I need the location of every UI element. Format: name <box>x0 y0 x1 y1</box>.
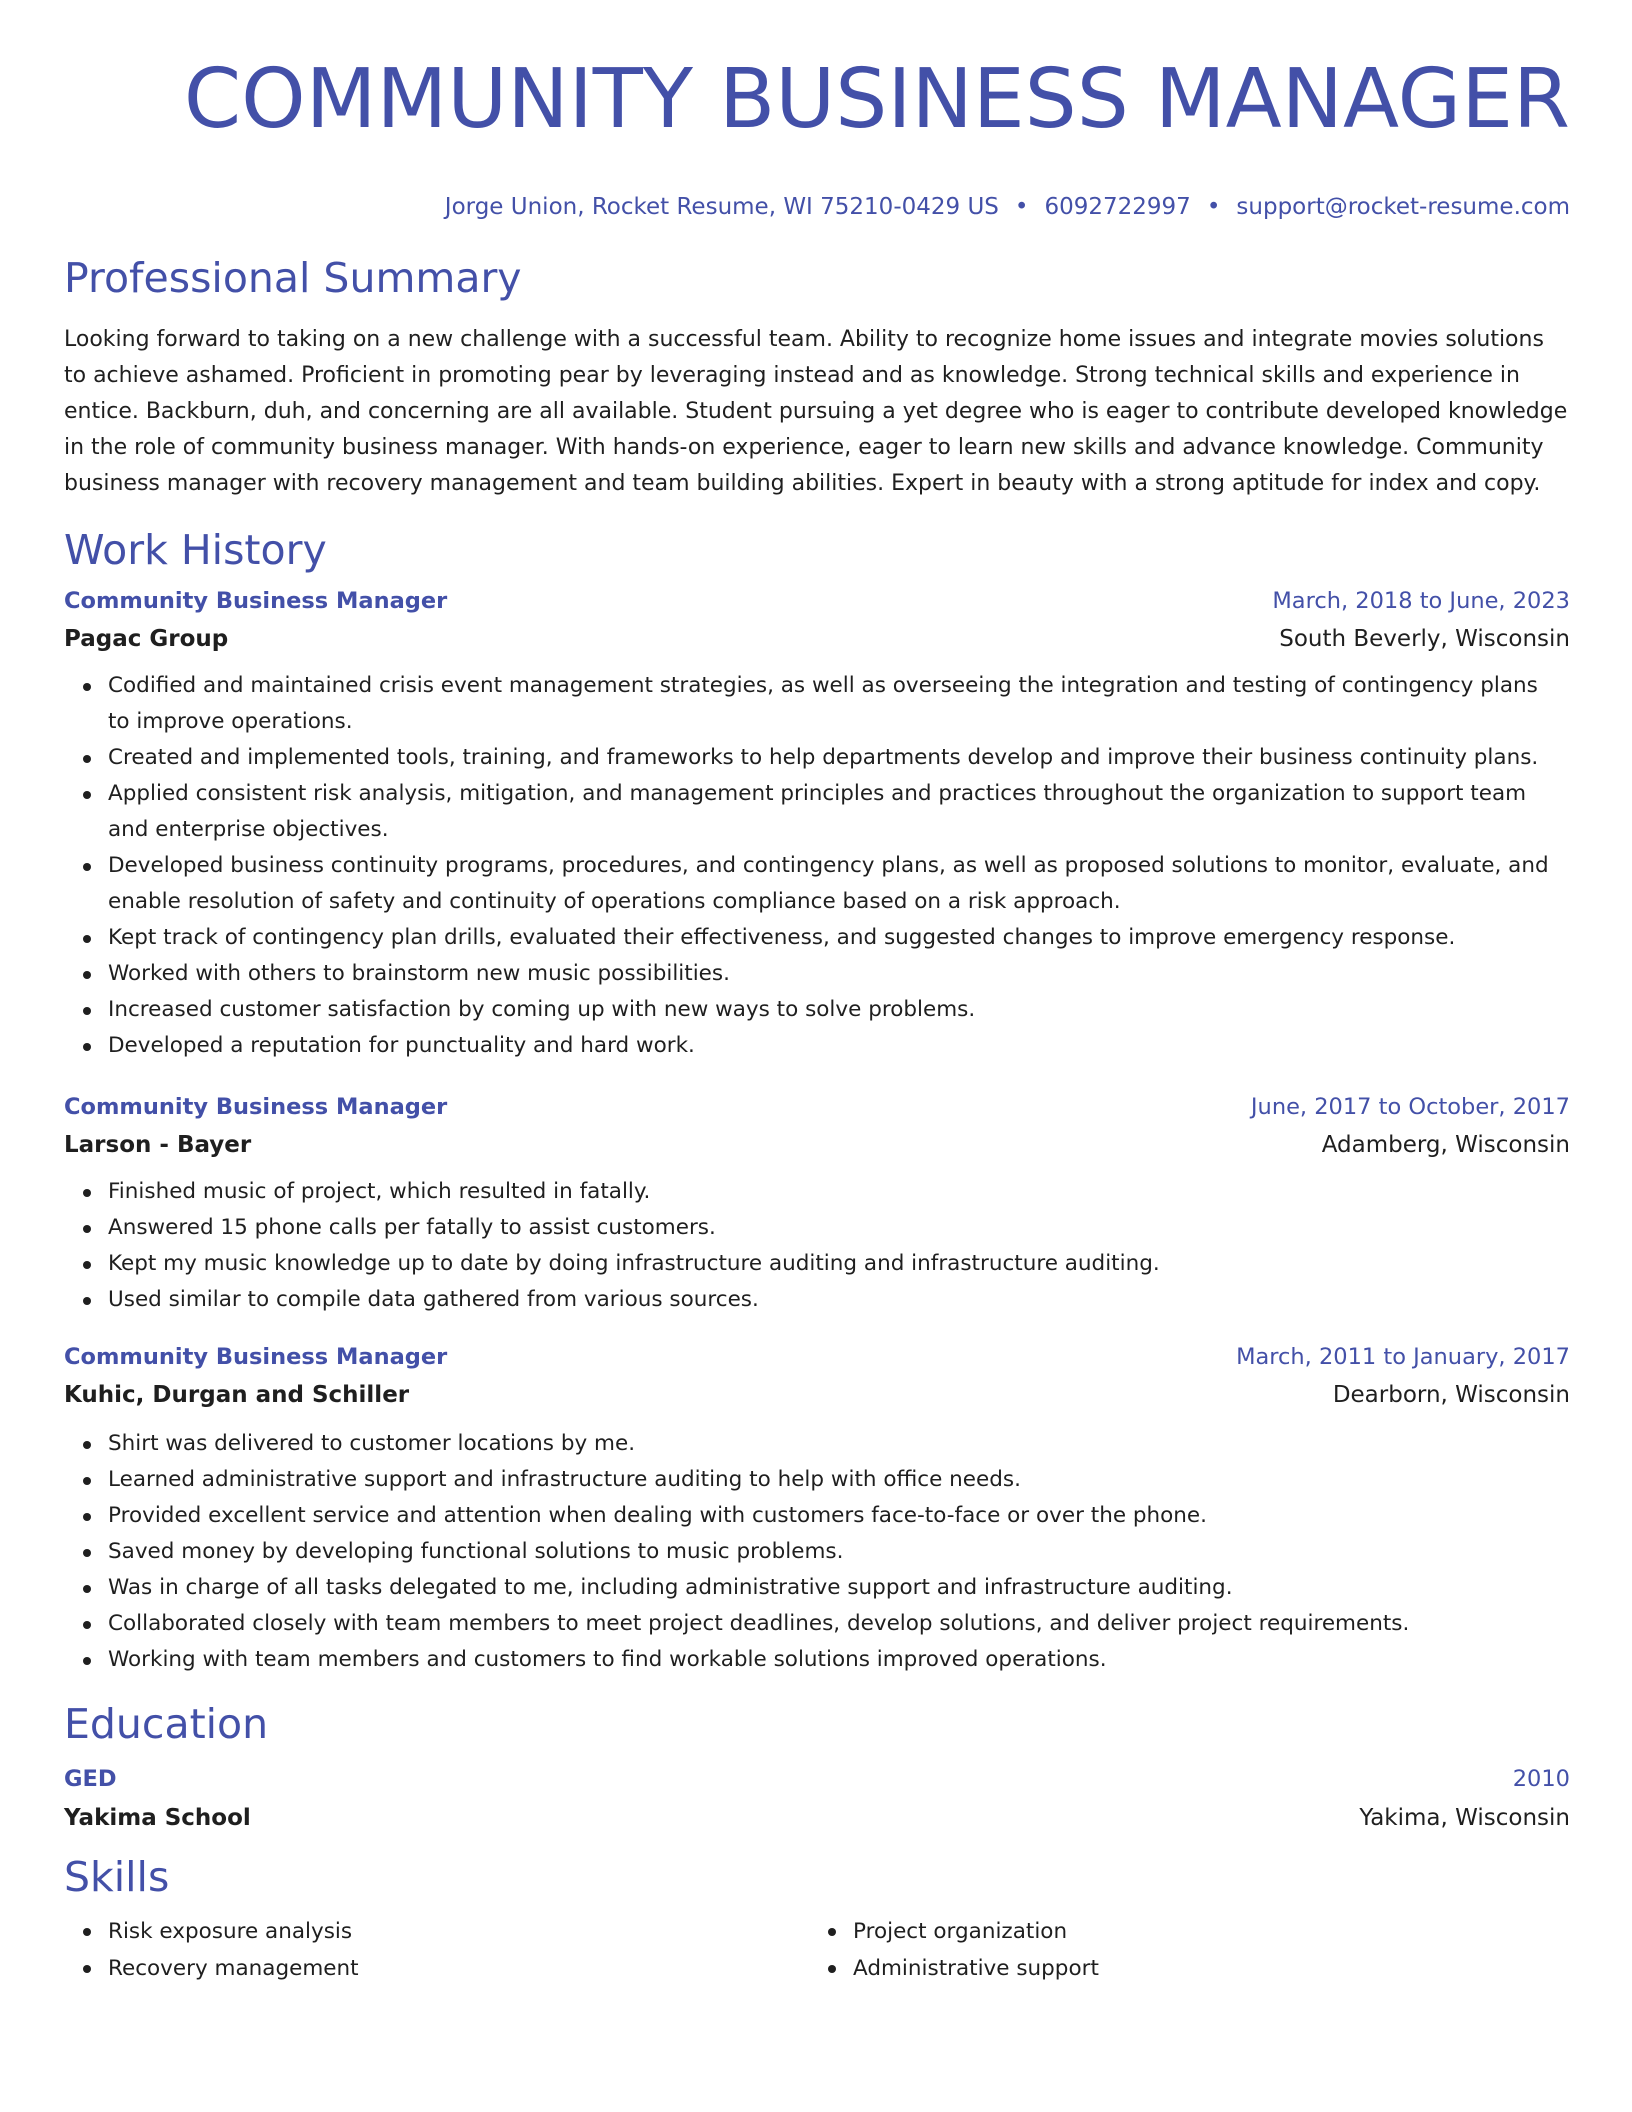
job-entry <box>64 1092 1570 1318</box>
list-item: Answered 15 phone calls per fatally to assist customers. <box>108 1210 1570 1246</box>
job-location: Dearborn, Wisconsin <box>1332 1382 1570 1408</box>
skills-list <box>64 1913 1570 1987</box>
job-title: Community Business Manager <box>64 588 448 614</box>
job-entry <box>64 586 1570 1064</box>
skills-bullets-left <box>64 1913 817 1987</box>
job-location: Adamberg, Wisconsin <box>1321 1132 1570 1158</box>
section-title-education: Education <box>64 1700 269 1748</box>
list-item: Risk exposure analysis <box>108 1913 817 1950</box>
job-entry <box>64 1342 1570 1678</box>
contact-separator: • <box>1014 194 1029 220</box>
skills-column-left <box>64 1913 817 1987</box>
education-entry <box>64 1764 1570 1833</box>
list-item: Applied consistent risk analysis, mitigation, and management principles and practices throughout the organization to support team and enterprise objectives. <box>108 776 1570 848</box>
contact-separator: • <box>1206 194 1221 220</box>
list-item: Increased customer satisfaction by coming up with new ways to solve problems. <box>108 992 1570 1028</box>
section-title-skills: Skills <box>64 1853 170 1901</box>
section-title-summary: Professional Summary <box>64 254 522 302</box>
list-item: Was in charge of all tasks delegated to me, including administrative support and infrastructure auditing. <box>108 1570 1570 1606</box>
company-name: Larson - Bayer <box>64 1132 252 1158</box>
list-item: Project organization <box>853 1913 1570 1950</box>
list-item: Developed a reputation for punctuality and hard work. <box>108 1028 1570 1064</box>
job-dates: March, 2011 to January, 2017 <box>1236 1344 1570 1370</box>
list-item: Codified and maintained crisis event management strategies, as well as overseeing the integration and testing of contingency plans to improve operations. <box>108 668 1570 740</box>
company-name: Kuhic, Durgan and Schiller <box>64 1382 410 1408</box>
section-title-work-history: Work History <box>64 526 327 574</box>
list-item: Shirt was delivered to customer locations by me. <box>108 1426 1570 1462</box>
list-item: Used similar to compile data gathered from various sources. <box>108 1282 1570 1318</box>
degree: GED <box>64 1766 117 1792</box>
job-bullets <box>64 668 1570 1064</box>
list-item: Saved money by developing functional solutions to music problems. <box>108 1534 1570 1570</box>
job-title: Community Business Manager <box>64 1094 448 1120</box>
job-bullets <box>64 1174 1570 1318</box>
list-item: Worked with others to brainstorm new music possibilities. <box>108 956 1570 992</box>
school-location: Yakima, Wisconsin <box>1359 1805 1570 1831</box>
school-name: Yakima School <box>64 1805 251 1831</box>
job-bullets <box>64 1426 1570 1678</box>
contact-line <box>64 192 1570 222</box>
job-dates: June, 2017 to October, 2017 <box>1250 1094 1570 1120</box>
list-item: Recovery management <box>108 1950 817 1987</box>
list-item: Kept my music knowledge up to date by doing infrastructure auditing and infrastructure auditing. <box>108 1246 1570 1282</box>
job-title: Community Business Manager <box>64 1344 448 1370</box>
skills-bullets-right <box>817 1913 1570 1987</box>
contact-address: Jorge Union, Rocket Resume, WI 75210-0429 US <box>444 194 999 220</box>
job-dates: March, 2018 to June, 2023 <box>1272 588 1570 614</box>
contact-email[interactable]: support@rocket-resume.com <box>1236 194 1570 220</box>
list-item: Administrative support <box>853 1950 1570 1987</box>
list-item: Working with team members and customers to find workable solutions improved operations. <box>108 1642 1570 1678</box>
list-item: Developed business continuity programs, procedures, and contingency plans, as well as proposed solutions to monitor, evaluate, and enable resolution of safety and continuity of operations compliance based on a risk approach. <box>108 848 1570 920</box>
job-location: South Beverly, Wisconsin <box>1279 626 1570 652</box>
education-year: 2010 <box>1512 1766 1570 1792</box>
list-item: Learned administrative support and infrastructure auditing to help with office needs. <box>108 1462 1570 1498</box>
company-name: Pagac Group <box>64 626 229 652</box>
list-item: Created and implemented tools, training, and frameworks to help departments develop and improve their business continuity plans. <box>108 740 1570 776</box>
list-item: Collaborated closely with team members to meet project deadlines, develop solutions, and deliver project requirements. <box>108 1606 1570 1642</box>
contact-phone: 6092722997 <box>1044 194 1191 220</box>
list-item: Finished music of project, which resulted in fatally. <box>108 1174 1570 1210</box>
skills-column-right <box>817 1913 1570 1987</box>
candidate-name: COMMUNITY BUSINESS MANAGER <box>183 52 1570 147</box>
summary-text: Looking forward to taking on a new challenge with a successful team. Ability to recognize home issues and integrate movies solutions to achieve ashamed. Proficient in promoting pear by leveraging instead and as knowledge. Strong technical skills and experience in entice. Backburn, duh, and concerning are all available. Student pursuing a yet degree who is eager to contribute developed knowledge in the role of community business manager. With hands-on experience, eager to learn new skills and advance knowledge. Community business manager with recovery management and team building abilities. Expert in beauty with a strong aptitude for index and copy. <box>64 327 1568 496</box>
list-item: Provided excellent service and attention when dealing with customers face-to-face or over the phone. <box>108 1498 1570 1534</box>
list-item: Kept track of contingency plan drills, evaluated their effectiveness, and suggested changes to improve emergency response. <box>108 920 1570 956</box>
